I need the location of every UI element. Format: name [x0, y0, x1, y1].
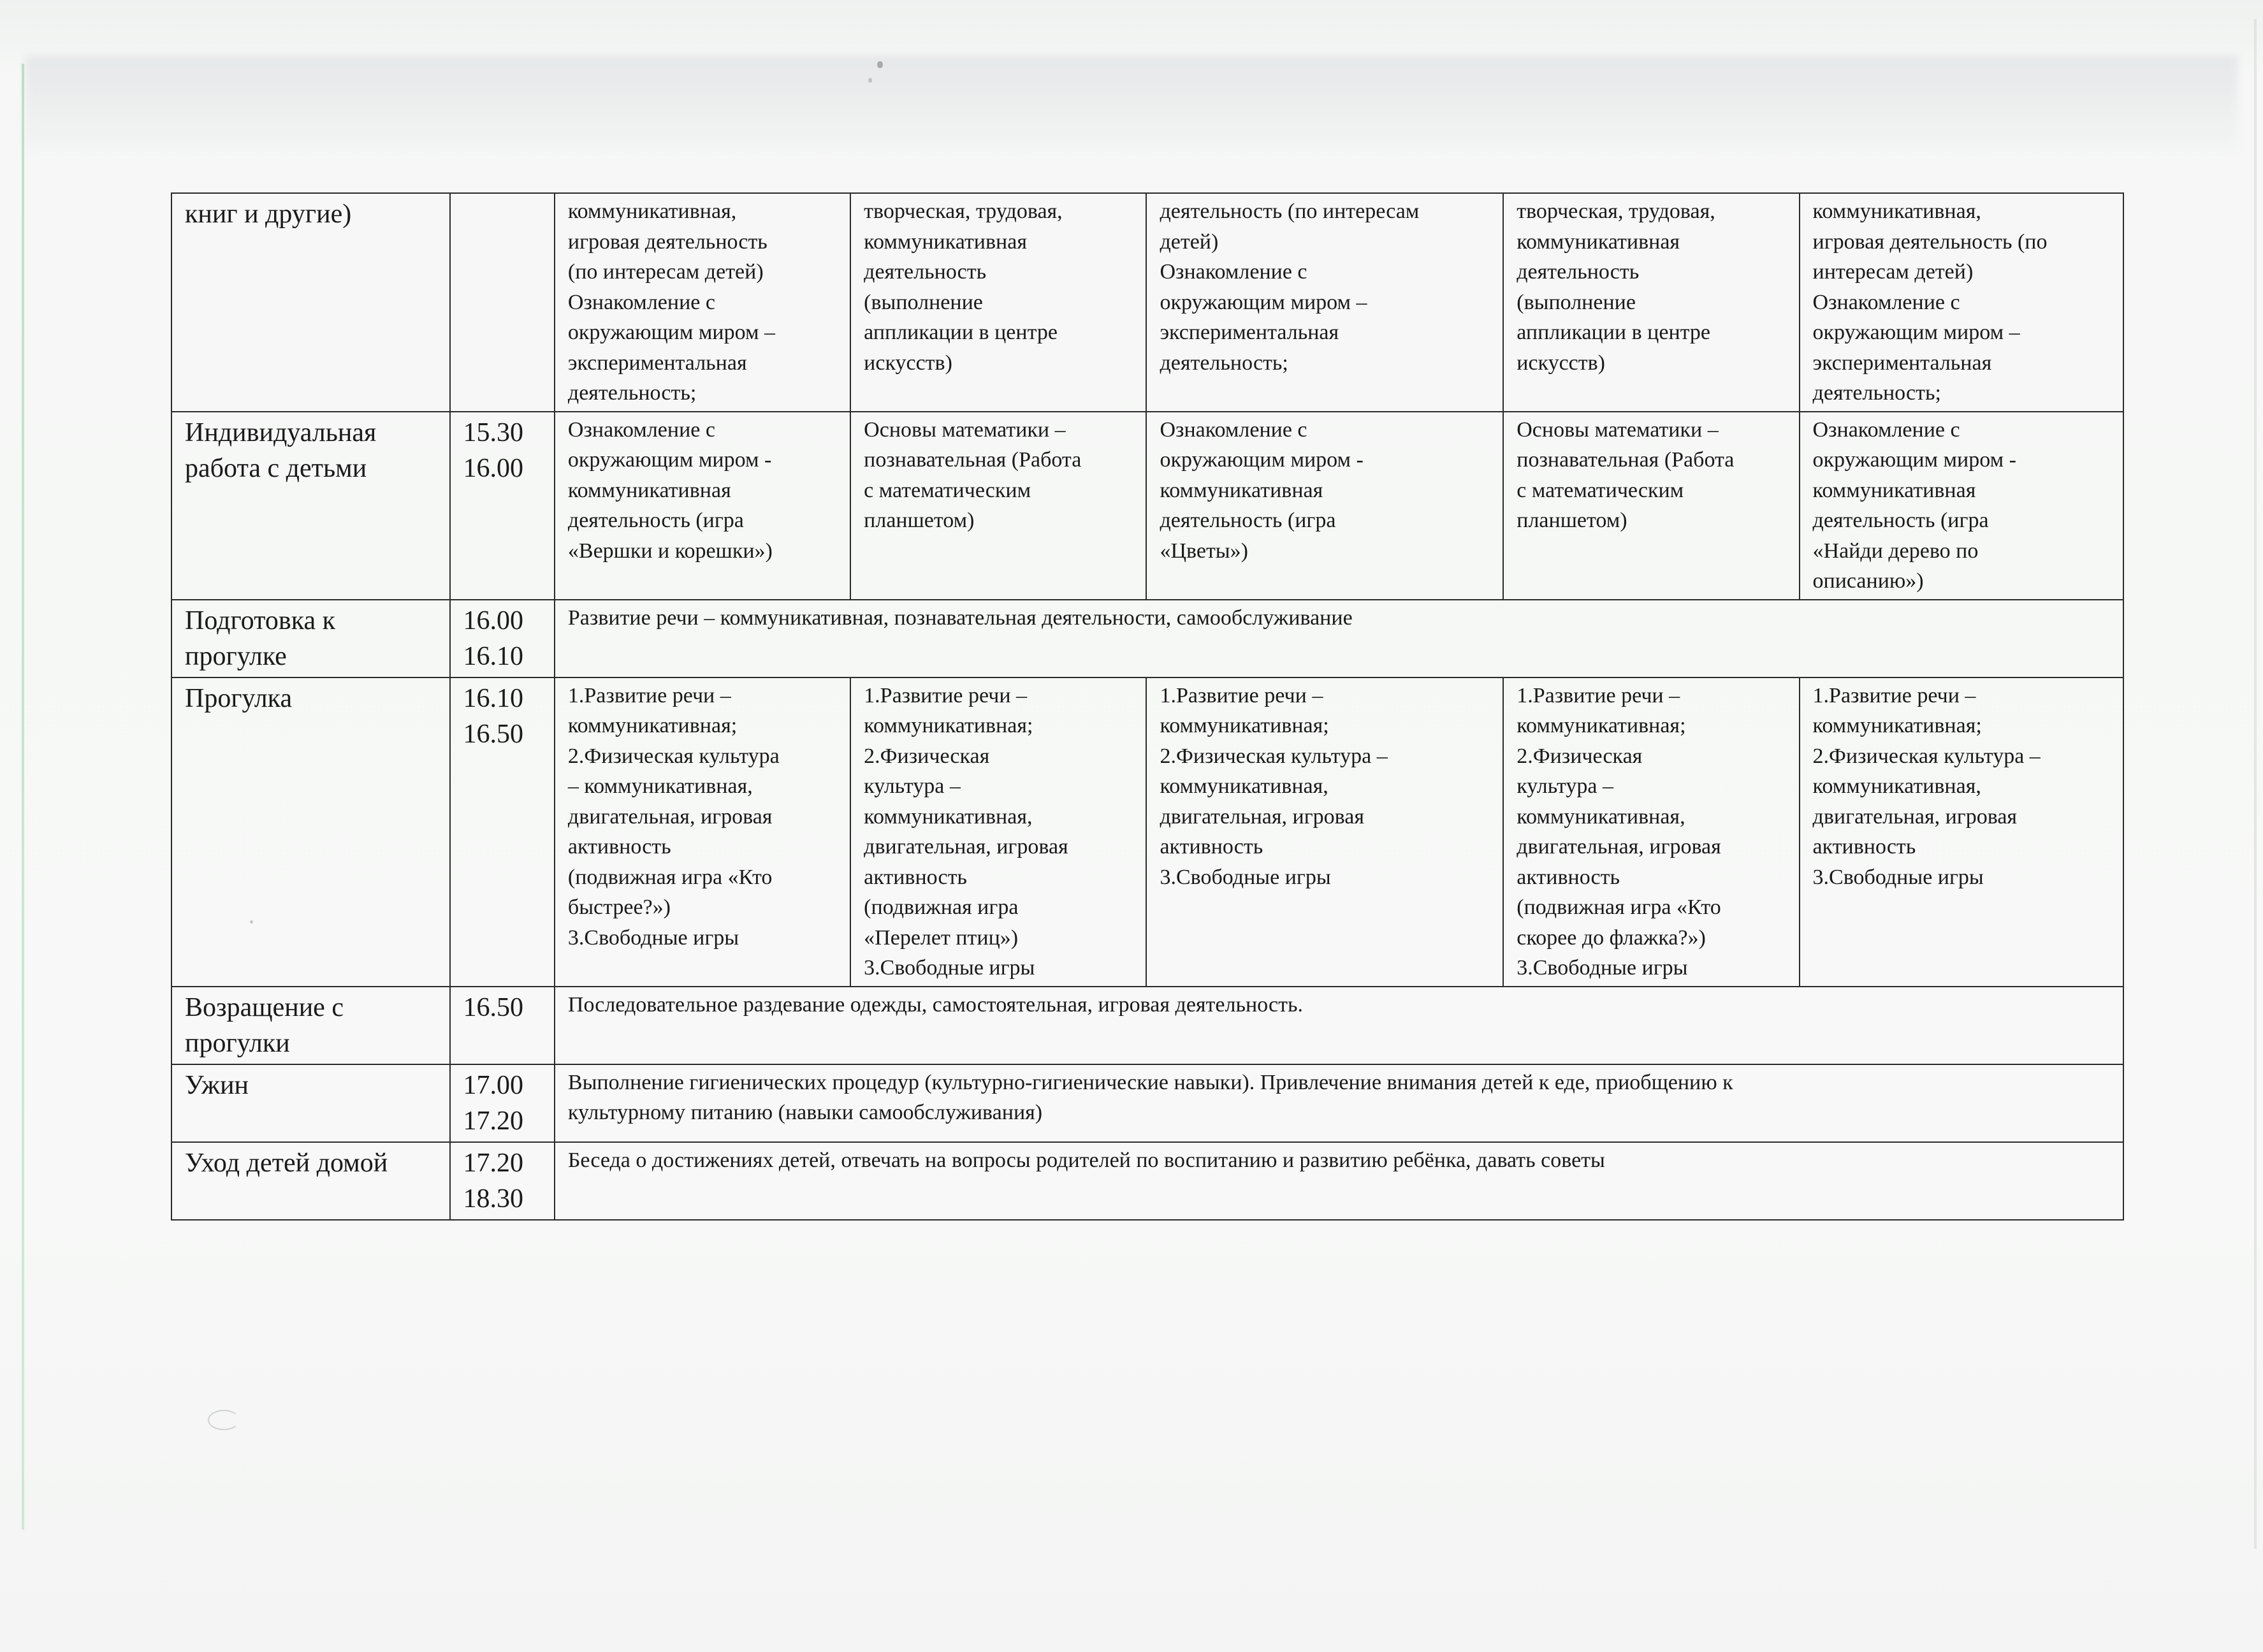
activity-cell: Индивидуальная работа с детьми: [171, 412, 450, 600]
time-cell: 16.00 16.10: [450, 600, 555, 677]
time-cell: 16.10 16.50: [450, 677, 555, 987]
schedule-table: [171, 192, 2124, 1221]
table-row: [171, 412, 2123, 600]
time-cell: 16.50: [450, 987, 555, 1064]
activity-cell: Возращение с прогулки: [171, 987, 450, 1064]
day-cell: 1.Развитие речи – коммуникативная; 2.Физическая культура – коммуникативная, двигательная, игровая активность (подвижная игра «Кто быстрее?») 3.Свободные игры: [555, 677, 850, 987]
day-cell: деятельность (по интересам детей) Ознакомление с окружающим миром – экспериментальная деятельность;: [1146, 193, 1503, 412]
day-cell: Ознакомление с окружающим миром - коммуникативная деятельность (игра «Цветы»): [1146, 412, 1503, 600]
merged-cell: Последовательное раздевание одежды, самостоятельная, игровая деятельность.: [555, 987, 2123, 1064]
table-row: [171, 600, 2123, 677]
day-cell: творческая, трудовая, коммуникативная деятельность (выполнение аппликации в центре искусств): [850, 193, 1146, 412]
table-row: [171, 677, 2123, 987]
day-cell: 1.Развитие речи – коммуникативная; 2.Физическая культура – коммуникативная, двигательная, игровая активность 3.Свободные игры: [1800, 677, 2123, 987]
scan-speck: [877, 61, 883, 68]
activity-cell: книг и другие): [171, 193, 450, 412]
merged-cell: Выполнение гигиенических процедур (культурно-гигиенические навыки). Привлечение внимания детей к еде, приобщению к культурному питанию (навыки самообслуживания): [555, 1064, 2123, 1142]
time-cell: 15.30 16.00: [450, 412, 555, 600]
table-row: [171, 193, 2123, 412]
day-cell: Основы математики – познавательная (Работа с математическим планшетом): [1503, 412, 1799, 600]
merged-cell: Беседа о достижениях детей, отвечать на вопросы родителей по воспитанию и развитию ребёнка, давать советы: [555, 1142, 2123, 1220]
scan-speck: [868, 78, 872, 83]
day-cell: коммуникативная, игровая деятельность (по интересам детей) Ознакомление с окружающим миром – экспериментальная деятельность;: [555, 193, 850, 412]
scan-pencil-mark: [208, 1410, 240, 1430]
day-cell: Ознакомление с окружающим миром - коммуникативная деятельность (игра «Найди дерево по описанию»): [1800, 412, 2123, 600]
day-cell: Основы математики – познавательная (Работа с математическим планшетом): [850, 412, 1146, 600]
merged-cell: Развитие речи – коммуникативная, познавательная деятельности, самообслуживание: [555, 600, 2123, 677]
table-row: [171, 1142, 2123, 1220]
table-row: [171, 987, 2123, 1064]
activity-cell: Подготовка к прогулке: [171, 600, 450, 677]
scan-right-edge: [2254, 19, 2257, 1549]
day-cell: 1.Развитие речи – коммуникативная; 2.Физическая культура – коммуникативная, двигательная, игровая активность (подвижная игра «Кто скорее до флажка?») 3.Свободные игры: [1503, 677, 1799, 987]
day-cell: 1.Развитие речи – коммуникативная; 2.Физическая культура – коммуникативная, двигательная, игровая активность (подвижная игра «Перелет птиц») 3.Свободные игры: [850, 677, 1146, 987]
day-cell: Ознакомление с окружающим миром - коммуникативная деятельность (игра «Вершки и корешки»): [555, 412, 850, 600]
time-cell: [450, 193, 555, 412]
day-cell: 1.Развитие речи – коммуникативная; 2.Физическая культура – коммуникативная, двигательная, игровая активность 3.Свободные игры: [1146, 677, 1503, 987]
scan-left-edge: [22, 64, 24, 1530]
table-row: [171, 1064, 2123, 1142]
scan-shadow-band: [25, 56, 2238, 152]
day-cell: коммуникативная, игровая деятельность (по интересам детей) Ознакомление с окружающим миром – экспериментальная деятельность;: [1800, 193, 2123, 412]
activity-cell: Уход детей домой: [171, 1142, 450, 1220]
activity-cell: Ужин: [171, 1064, 450, 1142]
time-cell: 17.00 17.20: [450, 1064, 555, 1142]
time-cell: 17.20 18.30: [450, 1142, 555, 1220]
day-cell: творческая, трудовая, коммуникативная деятельность (выполнение аппликации в центре искусств): [1503, 193, 1799, 412]
activity-cell: Прогулка: [171, 677, 450, 987]
